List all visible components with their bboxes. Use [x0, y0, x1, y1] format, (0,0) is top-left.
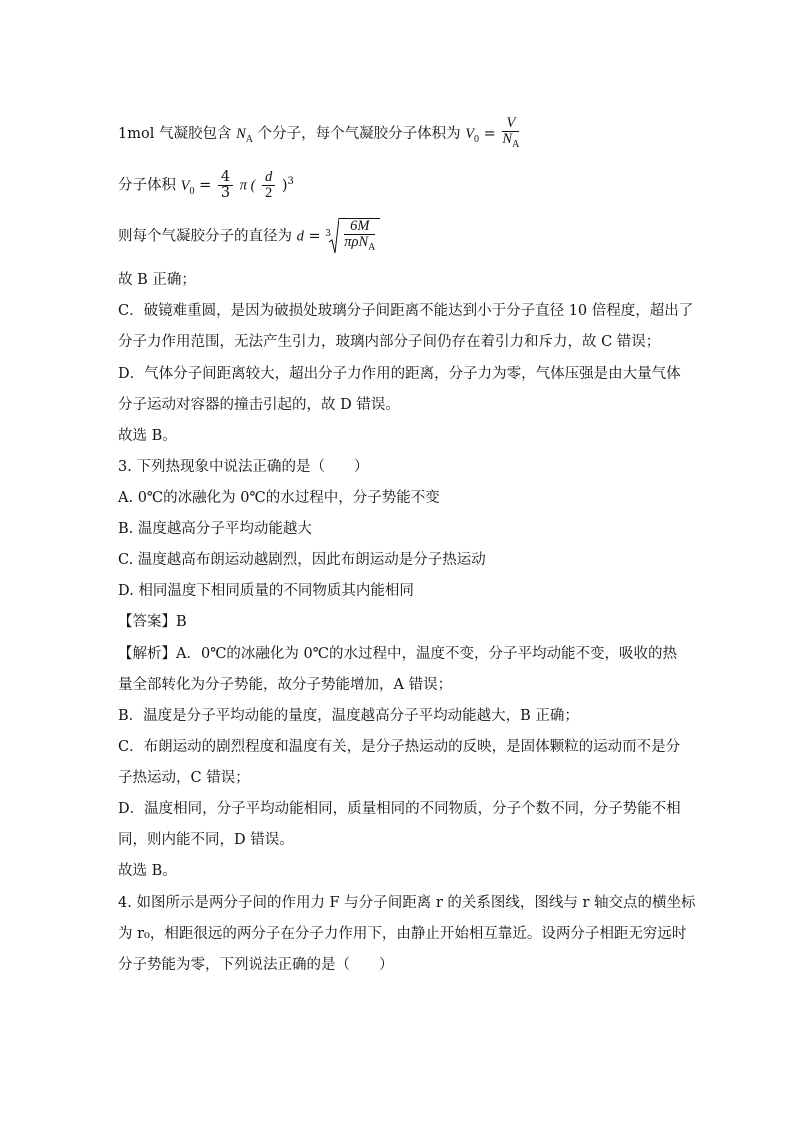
paragraph: D．气体分子间距离较大，超出分子力作用的距离，分子力为零，气体压强是由大量气体 — [118, 366, 681, 382]
question-3: 3. 下列热现象中说法正确的是（ ） — [118, 459, 369, 475]
fraction-d-2: $\frac{d}{2}$ — [262, 170, 275, 201]
fraction-4-3: $\frac{4}{3}$ — [218, 170, 233, 201]
text: 个分子，每个气凝胶分子体积为 — [257, 125, 461, 142]
explanation: B．温度是分子平均动能的量度，温度越高分子平均动能越大，B 正确； — [118, 708, 579, 724]
formula-line-2 — [118, 170, 294, 201]
text: 1mol 气凝胶包含 — [118, 125, 232, 142]
text: 则每个气凝胶分子的直径为 — [118, 228, 292, 245]
text: 分子体积 — [118, 177, 176, 194]
paragraph: 分子力作用范围，无法产生引力，玻璃内部分子间仍存在着引力和斥力，故 C 错误； — [118, 334, 661, 350]
math-v0: $V_0$ — [180, 177, 195, 197]
explanation: 故选 B。 — [118, 863, 177, 879]
explanation: 子热运动，C 错误； — [118, 770, 250, 786]
option-c: C. 温度越高布朗运动越剧烈，因此布朗运动是分子热运动 — [118, 552, 486, 568]
explanation: 同，则内能不同，D 错误。 — [118, 832, 294, 848]
equals: = — [199, 177, 216, 194]
answer: 【答案】B — [118, 614, 187, 630]
formula-line-1 — [118, 116, 521, 152]
fraction-v-over-na: $\frac{V}{N_A}$ — [502, 115, 520, 150]
math-d: d — [296, 228, 304, 245]
pi: π ( — [239, 177, 256, 194]
math-na: $N_A$ — [236, 125, 253, 145]
paragraph: 故 B 正确； — [118, 272, 196, 288]
paragraph: 故选 B。 — [118, 428, 177, 444]
equals: = — [308, 228, 326, 245]
power: )$^3$ — [281, 175, 294, 194]
question-4: 4. 如图所示是两分子间的作用力 F 与分子间距离 r 的关系图线，图线与 r 轴交点的横坐标 — [118, 895, 696, 911]
paragraph: 分子运动对容器的撞击引起的，故 D 错误。 — [118, 397, 400, 413]
option-d: D. 相同温度下相同质量的不同物质其内能相同 — [118, 583, 414, 599]
cube-root: 3 $\frac{6M}{\pi\rho N_A}$ — [325, 218, 380, 255]
explanation: D．温度相同，分子平均动能相同，质量相同的不同物质，分子个数不同，分子势能不相 — [118, 801, 681, 817]
math-v0: $V_0$ — [465, 125, 480, 145]
option-a: A. 0℃的冰融化为 0℃的水过程中，分子势能不变 — [118, 490, 440, 506]
question-4: 为 r₀，相距很远的两分子在分子力作用下，由静止开始相互靠近。设两分子相距无穷远时 — [118, 926, 687, 942]
paragraph: C．破镜难重圆，是因为破损处玻璃分子间距离不能达到小于分子直径 10 倍程度，超出了 — [118, 303, 694, 319]
explanation: C．布朗运动的剧烈程度和温度有关，是分子热运动的反映，是固体颗粒的运动而不是分 — [118, 739, 681, 755]
formula-line-3 — [118, 218, 380, 255]
radical-sign-icon — [329, 218, 339, 254]
explanation: 量全部转化为分子势能，故分子势能增加，A 错误； — [118, 677, 453, 693]
equals: = — [483, 125, 501, 142]
question-4: 分子势能为零，下列说法正确的是（ ） — [118, 957, 394, 973]
option-b: B. 温度越高分子平均动能越大 — [118, 521, 312, 537]
explanation: 【解析】A．0℃的冰融化为 0℃的水过程中，温度不变，分子平均动能不变，吸收的热 — [118, 646, 677, 662]
